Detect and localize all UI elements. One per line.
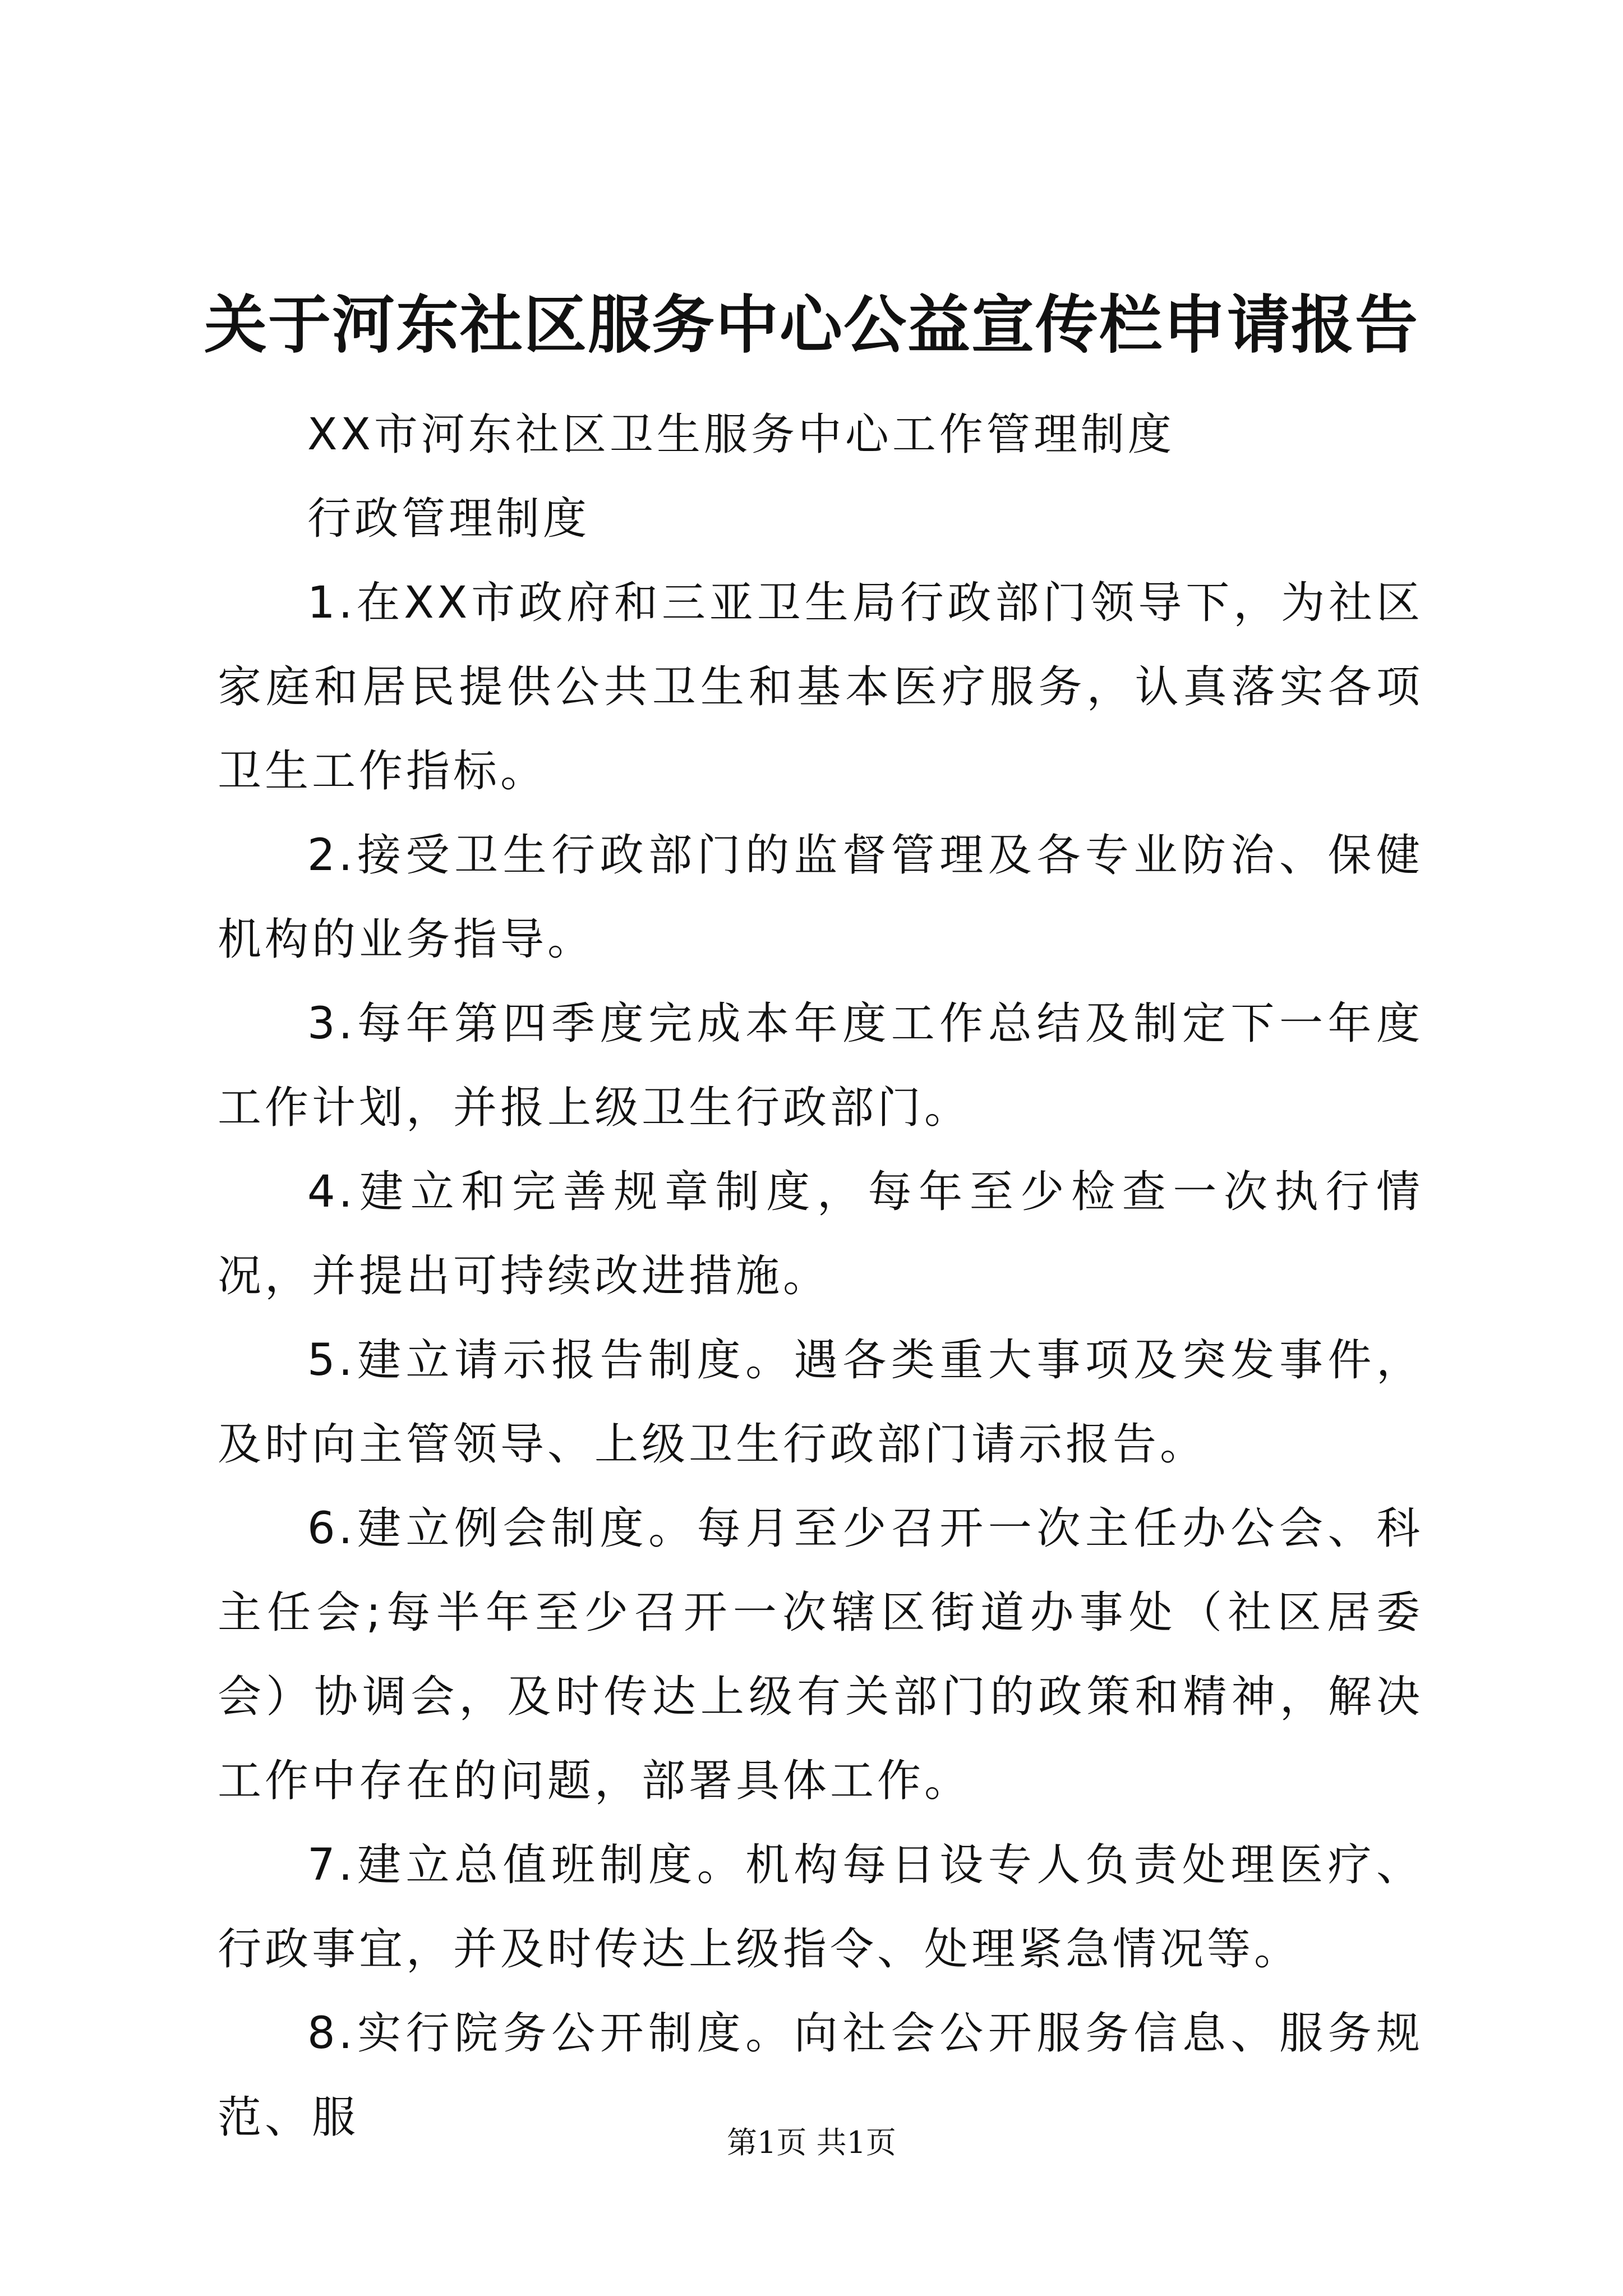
paragraph-item-8: 8.实行院务公开制度。向社会公开服务信息、服务规范、服 (218, 2008, 1423, 2143)
paragraph-item-5: 5.建立请示报告制度。遇各类重大事项及突发事件，及时向主管领导、上级卫生行政部门请示报告。 (218, 1335, 1423, 1470)
paragraph-org-name: XX市河东社区卫生服务中心工作管理制度 (307, 409, 1175, 460)
paragraph-item-2: 2.接受卫生行政部门的监督管理及各专业防治、保健机构的业务指导。 (218, 830, 1423, 965)
paragraph-item-1: 1.在XX市政府和三亚卫生局行政部门领导下，为社区家庭和居民提供公共卫生和基本医疗服务，认真落实各项卫生工作指标。 (218, 578, 1423, 797)
paragraph-section-heading: 行政管理制度 (307, 494, 591, 544)
document-body (218, 393, 1423, 2160)
paragraph-item-7: 7.建立总值班制度。机构每日设专人负责处理医疗、行政事宜，并及时传达上级指令、处理紧急情况等。 (218, 1840, 1423, 1975)
paragraph-item-6: 6.建立例会制度。每月至少召开一次主任办公会、科主任会;每半年至少召开一次辖区街道办事处（社区居委会）协调会，及时传达上级有关部门的政策和精神，解决工作中存在的问题，部署具体工作。 (218, 1503, 1423, 1806)
page-footer: 第1页 共1页 (727, 2125, 896, 2160)
paragraph-item-3: 3.每年第四季度完成本年度工作总结及制定下一年度工作计划，并报上级卫生行政部门。 (218, 999, 1423, 1133)
document-title: 关于河东社区服务中心公益宣传栏申请报告 (204, 288, 1419, 362)
paragraph-item-4: 4.建立和完善规章制度，每年至少检查一次执行情况，并提出可持续改进措施。 (218, 1167, 1423, 1301)
